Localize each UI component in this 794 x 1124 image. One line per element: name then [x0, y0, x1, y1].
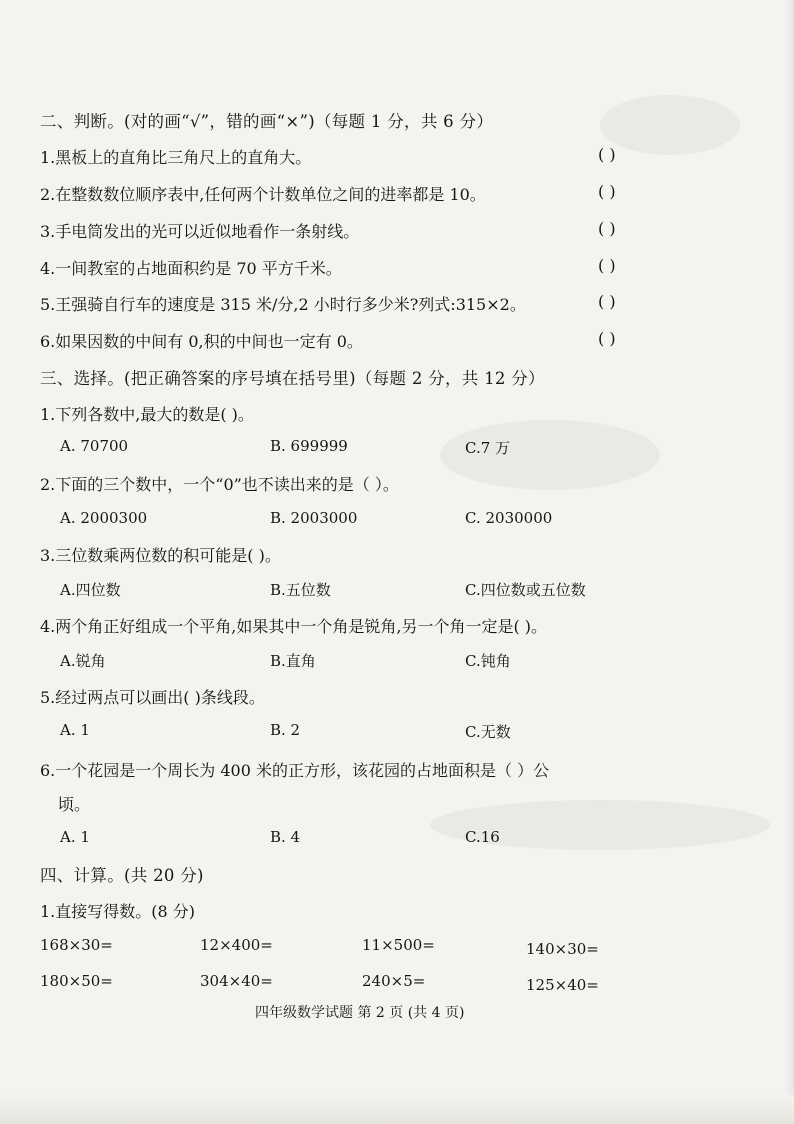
calc-item: 168×30= [40, 936, 113, 954]
mc-1-option-c: C.7 万 [465, 439, 511, 457]
section-4-heading: 四、计算。(共 20 分) [40, 866, 204, 885]
mc-1-option-b: B. 699999 [270, 437, 348, 455]
tf-answer-blank-4[interactable]: ( ) [598, 256, 616, 275]
scan-bottom-shadow [0, 1095, 794, 1124]
tf-item-5: 5.王强骑自行车的速度是 315 米/分,2 小时行多少米?列式:315×2。 [40, 295, 526, 314]
tf-item-1: 1.黑板上的直角比三角尺上的直角大。 [40, 148, 312, 167]
section-3-heading: 三、选择。(把正确答案的序号填在括号里)（每题 2 分，共 12 分） [40, 369, 545, 388]
mc-3-option-a: A.四位数 [60, 581, 121, 599]
tf-answer-blank-5[interactable]: ( ) [598, 292, 616, 311]
mc-question-3: 3.三位数乘两位数的积可能是( )。 [40, 546, 281, 565]
tf-answer-blank-2[interactable]: ( ) [598, 182, 616, 201]
section-2-heading: 二、判断。(对的画“√”，错的画“×”)（每题 1 分，共 6 分） [40, 112, 494, 131]
mc-4-option-b: B.直角 [270, 652, 316, 670]
mc-question-1: 1.下列各数中,最大的数是( )。 [40, 405, 254, 424]
mc-5-option-c: C.无数 [465, 723, 511, 741]
mc-3-option-b: B.五位数 [270, 581, 331, 599]
tf-answer-blank-1[interactable]: ( ) [598, 145, 616, 164]
tf-item-6: 6.如果因数的中间有 0,积的中间也一定有 0。 [40, 332, 363, 351]
mc-question-2: 2.下面的三个数中，一个“0”也不读出来的是（ ）。 [40, 475, 399, 494]
mc-question-6-continued: 顷。 [58, 795, 91, 814]
tf-answer-blank-6[interactable]: ( ) [598, 329, 616, 348]
scan-edge-shade [784, 0, 794, 1124]
mc-question-5: 5.经过两点可以画出( )条线段。 [40, 688, 265, 707]
mc-question-4: 4.两个角正好组成一个平角,如果其中一个角是锐角,另一个角一定是( )。 [40, 617, 548, 636]
mc-1-option-a: A. 70700 [60, 437, 129, 455]
mc-question-6: 6.一个花园是一个周长为 400 米的正方形，该花园的占地面积是（ ）公 [40, 761, 550, 780]
mc-6-option-a: A. 1 [60, 828, 90, 846]
tf-item-4: 4.一间教室的占地面积约是 70 平方千米。 [40, 259, 342, 278]
calc-item: 240×5= [362, 972, 426, 990]
mc-2-option-c: C. 2030000 [465, 509, 553, 527]
mc-6-option-c: C.16 [465, 828, 500, 846]
calc-item: 304×40= [200, 972, 273, 990]
calc-item: 11×500= [362, 936, 435, 954]
mc-6-option-b: B. 4 [270, 828, 301, 846]
mc-4-option-a: A.锐角 [60, 652, 106, 670]
mc-4-option-c: C.钝角 [465, 652, 511, 670]
calc-item: 125×40= [526, 976, 599, 994]
calc-item: 12×400= [200, 936, 273, 954]
mc-5-option-b: B. 2 [270, 721, 301, 739]
scan-smudge [600, 95, 740, 155]
calc-item: 140×30= [526, 940, 599, 958]
calc-item: 180×50= [40, 972, 113, 990]
mc-3-option-c: C.四位数或五位数 [465, 581, 586, 599]
tf-answer-blank-3[interactable]: ( ) [598, 219, 616, 238]
calc-sub-heading-1: 1.直接写得数。(8 分) [40, 902, 196, 921]
tf-item-2: 2.在整数数位顺序表中,任何两个计数单位之间的进率都是 10。 [40, 185, 486, 204]
page-footer: 四年级数学试题 第 2 页 (共 4 页) [255, 1005, 465, 1021]
mc-2-option-a: A. 2000300 [60, 509, 148, 527]
tf-item-3: 3.手电筒发出的光可以近似地看作一条射线。 [40, 222, 360, 241]
mc-5-option-a: A. 1 [60, 721, 90, 739]
mc-2-option-b: B. 2003000 [270, 509, 358, 527]
